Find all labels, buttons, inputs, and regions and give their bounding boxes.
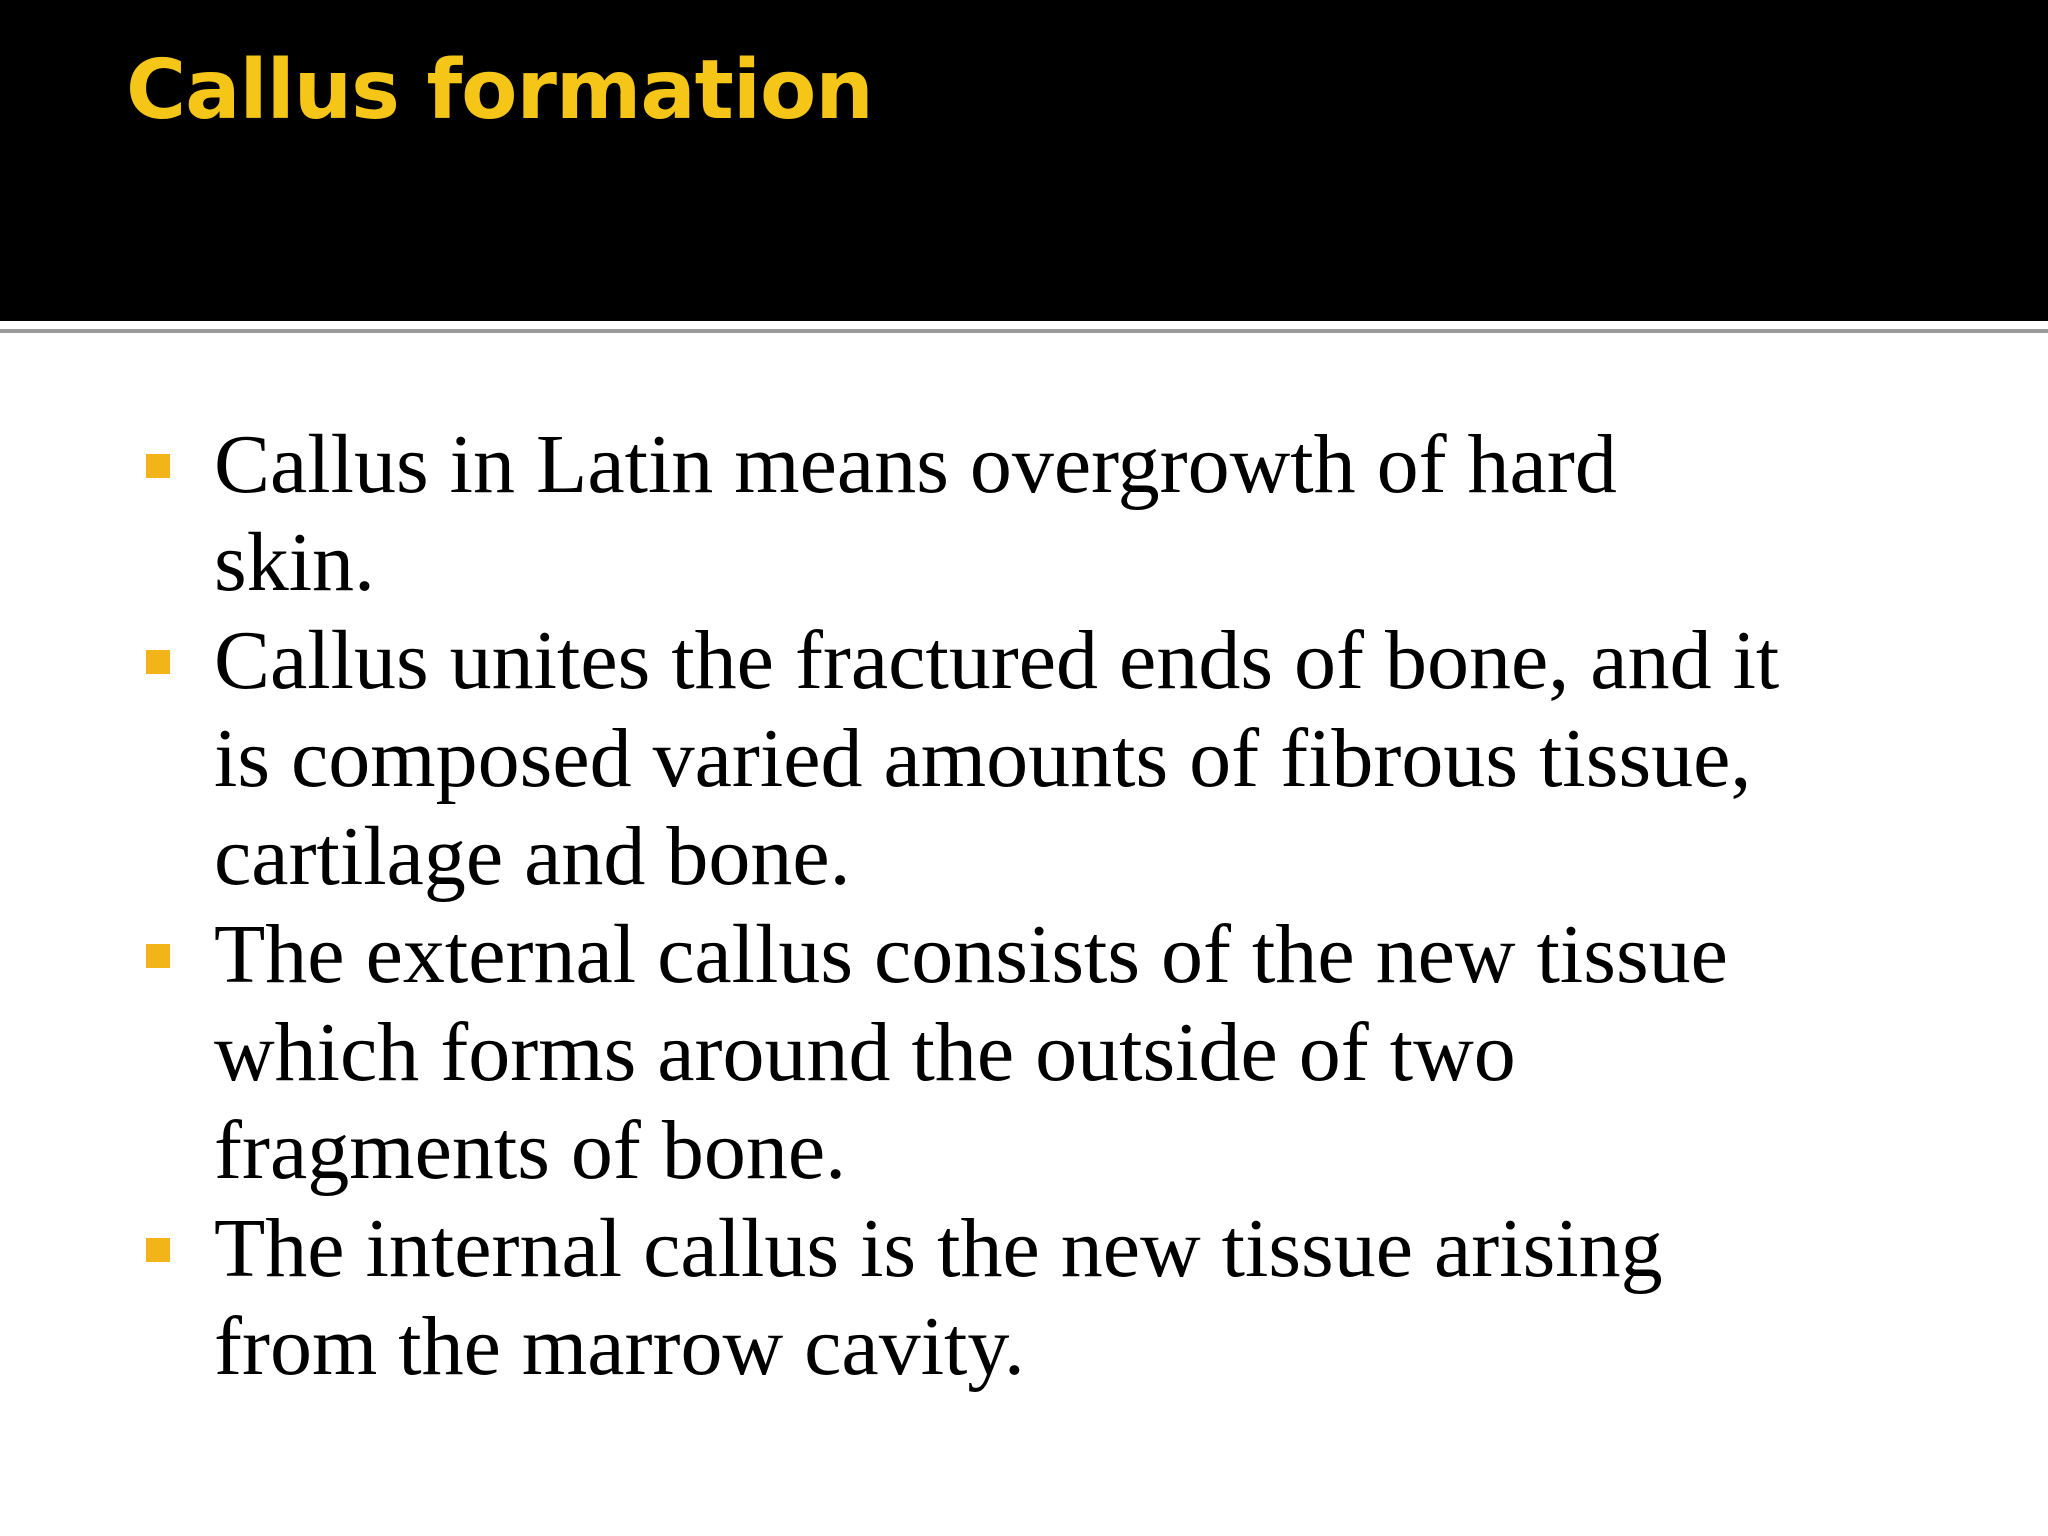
bullet-line: cartilage and bone. [214,810,851,903]
bullet-line: The internal callus is the new tissue arising [214,1202,1663,1295]
square-bullet-icon [146,944,170,968]
title-divider-light [0,321,2048,329]
title-bar [0,0,2048,321]
bullet-line: which forms around the outside of two [214,1006,1516,1099]
bullet-item [144,416,1964,612]
bullet-item [144,1200,1964,1396]
bullet-item [144,612,1964,906]
slide-title: Callus formation [126,43,873,138]
bullet-line: The external callus consists of the new tissue [214,908,1728,1001]
square-bullet-icon [146,1238,170,1262]
square-bullet-icon [146,454,170,478]
bullet-line: from the marrow cavity. [214,1300,1025,1393]
bullet-list [144,416,1964,1396]
bullet-line: Callus unites the fractured ends of bone, and it [214,614,1780,707]
bullet-line: Callus in Latin means overgrowth of hard [214,418,1617,511]
bullet-line: is composed varied amounts of fibrous tissue, [214,712,1752,805]
square-bullet-icon [146,650,170,674]
bullet-line: fragments of bone. [214,1104,847,1197]
bullet-line: skin. [214,516,376,609]
title-divider [0,329,2048,333]
bullet-item [144,906,1964,1200]
